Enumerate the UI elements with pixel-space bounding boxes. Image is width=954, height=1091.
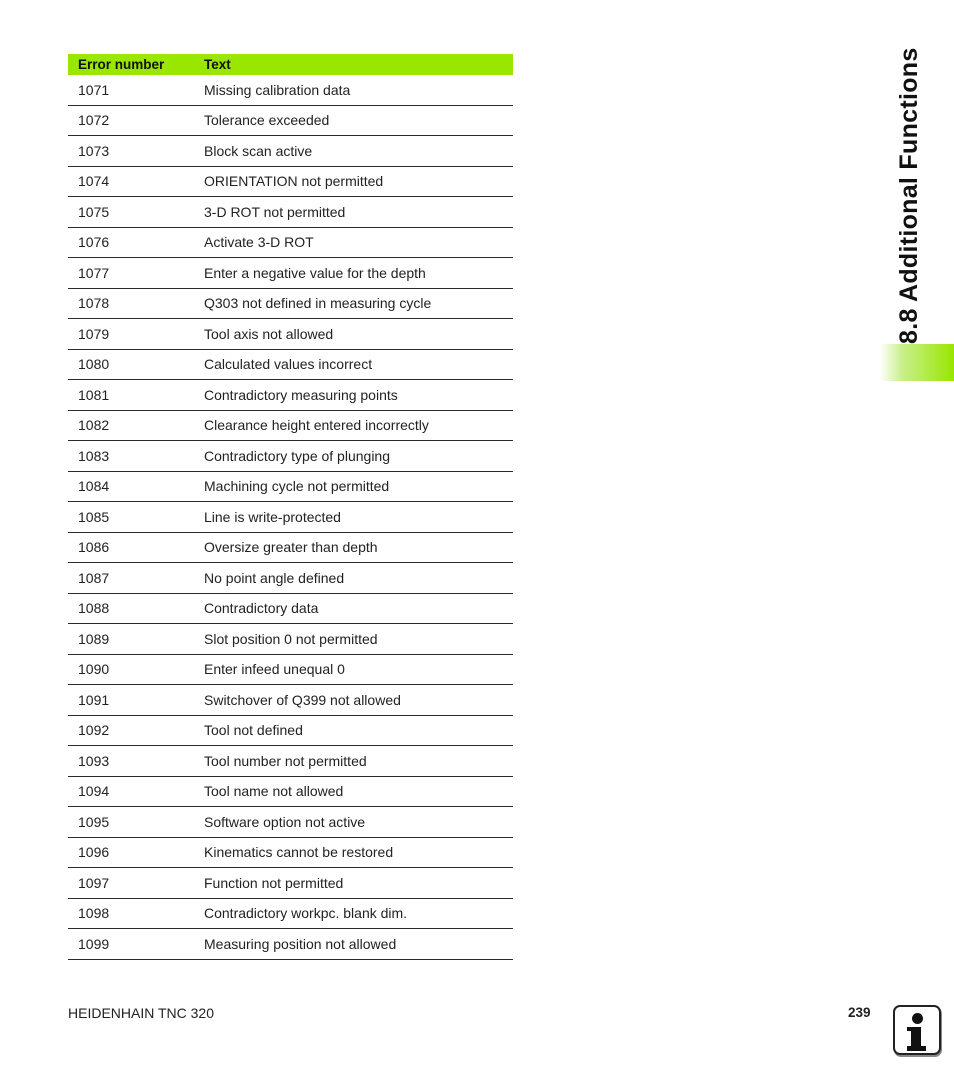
table-row	[68, 685, 513, 716]
error-number-cell: 1090	[78, 661, 110, 678]
error-text-cell: Enter a negative value for the depth	[204, 264, 426, 281]
table-row	[68, 838, 513, 869]
error-text-cell: No point angle defined	[204, 569, 345, 586]
table-row	[68, 746, 513, 777]
table-row	[68, 441, 513, 472]
table-row	[68, 899, 513, 930]
error-number-cell: 1088	[78, 600, 110, 617]
table-row	[68, 502, 513, 533]
section-title-wrapper	[895, 47, 935, 644]
table-row	[68, 319, 513, 350]
error-number-cell: 1081	[78, 386, 110, 403]
error-text-cell: Contradictory measuring points	[204, 386, 398, 403]
table-row	[68, 228, 513, 259]
error-text-cell: ORIENTATION not permitted	[204, 173, 384, 190]
error-text-cell: Tool name not allowed	[204, 783, 344, 800]
error-number-cell: 1095	[78, 813, 110, 830]
error-number-cell: 1096	[78, 844, 110, 861]
table-row	[68, 289, 513, 320]
error-text-cell: Clearance height entered incorrectly	[204, 417, 429, 434]
error-number-cell: 1071	[78, 81, 110, 98]
table-row	[68, 75, 513, 106]
table-row	[68, 533, 513, 564]
error-number-cell: 1098	[78, 905, 110, 922]
error-text-cell: Machining cycle not permitted	[204, 478, 390, 495]
error-number-cell: 1089	[78, 630, 110, 647]
table-row	[68, 472, 513, 503]
error-text-cell: Activate 3-D ROT	[204, 234, 314, 251]
error-text-cell: Function not permitted	[204, 874, 344, 891]
error-text-cell: 3-D ROT not permitted	[204, 203, 346, 220]
error-text-cell: Q303 not defined in measuring cycle	[204, 295, 432, 312]
error-text-cell: Measuring position not allowed	[204, 935, 397, 952]
table-row	[68, 655, 513, 686]
error-number-cell: 1091	[78, 691, 110, 708]
error-number-cell: 1087	[78, 569, 110, 586]
table-row	[68, 411, 513, 442]
error-text-cell: Contradictory type of plunging	[204, 447, 390, 464]
error-number-cell: 1078	[78, 295, 110, 312]
table-row	[68, 777, 513, 808]
error-number-cell: 1075	[78, 203, 110, 220]
error-number-cell: 1083	[78, 447, 110, 464]
error-text-cell: Contradictory data	[204, 600, 319, 617]
error-text-cell: Tool axis not allowed	[204, 325, 334, 342]
error-number-cell: 1094	[78, 783, 110, 800]
error-number-cell: 1086	[78, 539, 110, 556]
error-number-cell: 1073	[78, 142, 110, 159]
section-title: 8.8 Additional Functions	[895, 47, 923, 344]
table-row	[68, 868, 513, 899]
header-error-number: Error number	[78, 57, 165, 72]
error-number-cell: 1079	[78, 325, 110, 342]
error-table	[68, 54, 513, 960]
table-row	[68, 106, 513, 137]
table-row	[68, 624, 513, 655]
info-icon	[893, 1005, 941, 1055]
table-row	[68, 807, 513, 838]
error-number-cell: 1074	[78, 173, 110, 190]
table-row	[68, 197, 513, 228]
error-number-cell: 1097	[78, 874, 110, 891]
error-text-cell: Slot position 0 not permitted	[204, 630, 378, 647]
table-row	[68, 136, 513, 167]
error-text-cell: Software option not active	[204, 813, 366, 830]
error-number-cell: 1076	[78, 234, 110, 251]
error-text-cell: Missing calibration data	[204, 81, 351, 98]
error-text-cell: Kinematics cannot be restored	[204, 844, 394, 861]
error-text-cell: Tool number not permitted	[204, 752, 367, 769]
table-body	[68, 75, 513, 960]
error-number-cell: 1085	[78, 508, 110, 525]
table-row	[68, 929, 513, 960]
error-text-cell: Calculated values incorrect	[204, 356, 373, 373]
error-text-cell: Block scan active	[204, 142, 313, 159]
table-row	[68, 258, 513, 289]
error-number-cell: 1092	[78, 722, 110, 739]
error-number-cell: 1099	[78, 935, 110, 952]
table-header	[68, 54, 513, 75]
table-row	[68, 167, 513, 198]
table-row	[68, 350, 513, 381]
page-number: 239	[848, 1005, 871, 1020]
error-number-cell: 1093	[78, 752, 110, 769]
error-text-cell: Switchover of Q399 not allowed	[204, 691, 401, 708]
info-icon-base	[907, 1046, 926, 1051]
table-row	[68, 716, 513, 747]
header-text: Text	[204, 57, 231, 72]
error-text-cell: Line is write-protected	[204, 508, 341, 525]
error-number-cell: 1082	[78, 417, 110, 434]
error-text-cell: Tool not defined	[204, 722, 303, 739]
info-icon-dot	[912, 1013, 923, 1024]
table-row	[68, 563, 513, 594]
error-number-cell: 1084	[78, 478, 110, 495]
footer-product: HEIDENHAIN TNC 320	[68, 1005, 215, 1021]
error-text-cell: Contradictory workpc. blank dim.	[204, 905, 408, 922]
error-number-cell: 1072	[78, 112, 110, 129]
error-text-cell: Enter infeed unequal 0	[204, 661, 345, 678]
error-text-cell: Oversize greater than depth	[204, 539, 378, 556]
error-number-cell: 1077	[78, 264, 110, 281]
table-row	[68, 380, 513, 411]
error-text-cell: Tolerance exceeded	[204, 112, 330, 129]
error-number-cell: 1080	[78, 356, 110, 373]
table-row	[68, 594, 513, 625]
